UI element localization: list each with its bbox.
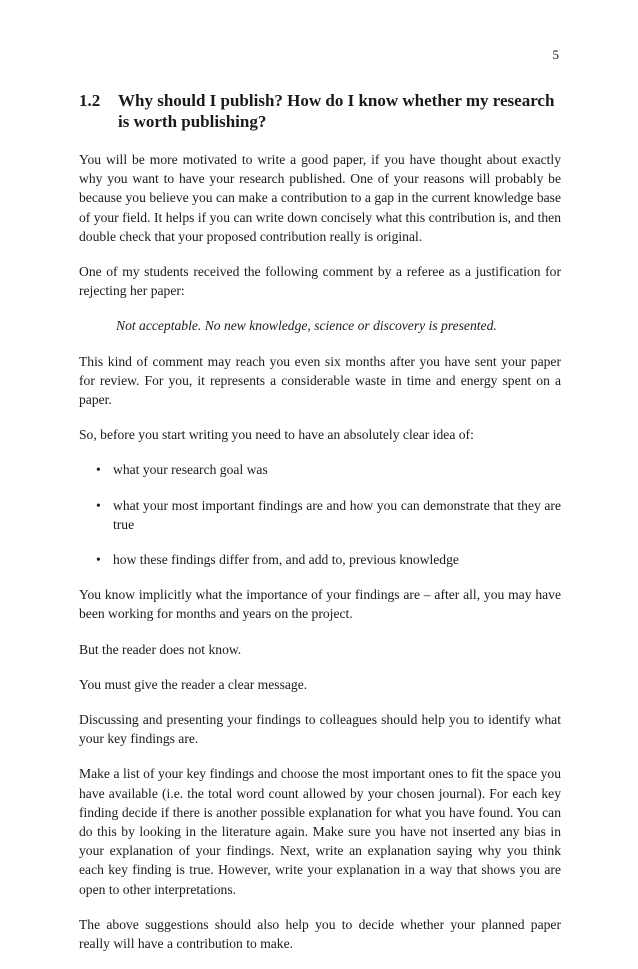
list-item xyxy=(79,550,561,569)
paragraph-referee-comment: One of my students received the following comment by a referee as a justification for rejecting her paper: xyxy=(79,264,561,299)
paragraph-colleagues: Discussing and presenting your findings to colleagues should help you to identify what your key findings are. xyxy=(79,712,561,747)
bullet-icon: • xyxy=(96,462,101,478)
page-number: 5 xyxy=(552,47,559,62)
paragraph-clear-idea: So, before you start writing you need to have an absolutely clear idea of: xyxy=(79,427,474,443)
section-title: Why should I publish? How do I know whether my research is worth publishing? xyxy=(118,91,555,131)
bullet-icon: • xyxy=(96,552,101,568)
paragraph-reader-unaware: But the reader does not know. xyxy=(79,641,242,657)
body-text xyxy=(79,150,561,969)
section-heading xyxy=(79,90,559,132)
bullet-icon: • xyxy=(96,497,101,513)
section-number: 1.2 xyxy=(79,91,101,110)
paragraph-key-findings: Make a list of your key findings and choose the most important ones to fit the space you have available (i.e. the total word count allowed by your chosen journal). For each key finding decide if there is another possible explanation for what you have found. You can do this by looking in the literature again. Make sure you have not inserted any bias in your explanation of your findings. Next, write an explanation saying why you think each key finding is true. However, write your explanation in a way that shows you are open to other interpretations. xyxy=(79,766,561,897)
bullet-list xyxy=(79,460,561,569)
paragraph-motivation: You will be more motivated to write a good paper, if you have thought about exactly why you want to have your research published. One of your reasons will probably be because you believe you can make a contribution to a gap in the current knowledge base of your field. It helps if you can write down concisely what this contribution is, and then double check that your proposed contribution really is original. xyxy=(79,152,561,244)
list-item-text: what your most important findings are and how you can demonstrate that they are true xyxy=(113,497,561,532)
paragraph-implicit-importance: You know implicitly what the importance of your findings are – after all, you may have been working for months and years on the project. xyxy=(79,587,561,622)
list-item xyxy=(79,496,561,534)
paragraph-contribution: The above suggestions should also help you to decide whether your planned paper really will have a contribution to make. xyxy=(79,916,561,952)
list-item xyxy=(79,460,561,479)
list-item-text: what your research goal was xyxy=(113,462,268,478)
list-item-text: how these findings differ from, and add to, previous knowledge xyxy=(113,552,459,568)
paragraph-clear-message: You must give the reader a clear message. xyxy=(79,676,308,692)
paragraph-waste: This kind of comment may reach you even six months after you have sent your paper for review. For you, it represents a considerable waste in time and energy spent on a paper. xyxy=(79,353,561,408)
referee-quote: Not acceptable. No new knowledge, science or discovery is presented. xyxy=(116,318,497,334)
